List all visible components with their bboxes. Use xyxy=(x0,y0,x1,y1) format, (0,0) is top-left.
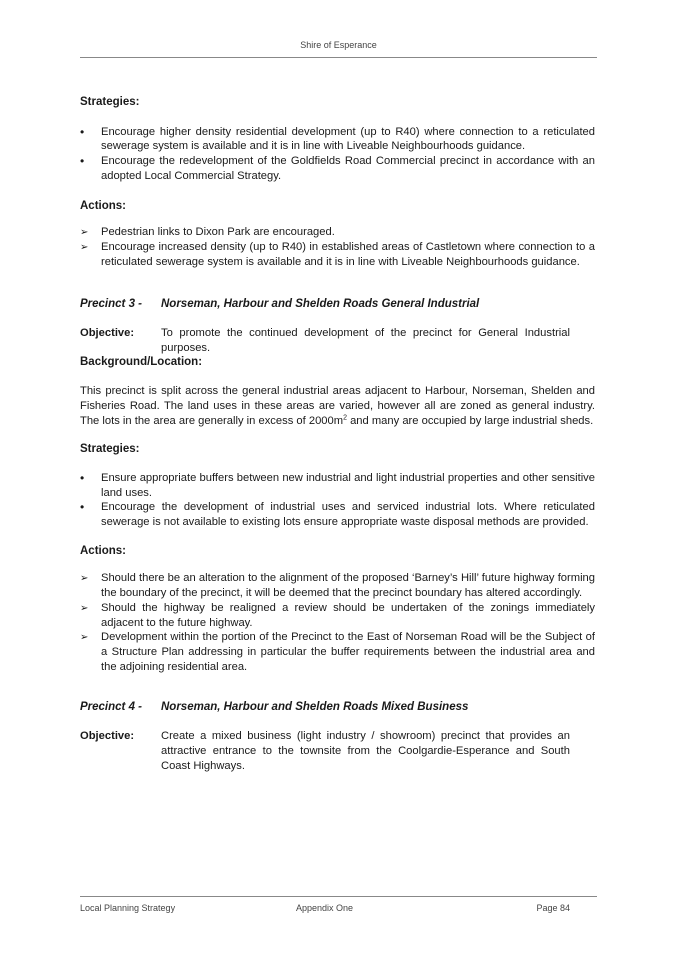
bullet-icon xyxy=(80,154,94,170)
list-item: ➢ Pedestrian links to Dixon Park are encouraged. xyxy=(80,225,595,240)
document-body xyxy=(80,95,595,773)
arrow-bullet-icon xyxy=(80,240,94,256)
footer-rule xyxy=(80,896,597,897)
page-header: Shire of Esperance xyxy=(300,40,377,50)
actions-list xyxy=(80,571,595,674)
objective-text: To promote the continued development of the precinct for General Industrial purposes. xyxy=(161,327,570,354)
actions-list xyxy=(80,225,595,269)
precinct-3-title xyxy=(80,297,595,312)
list-item: • Encourage the development of industrial uses and serviced industrial lots. Where reticulated sewerage is not available to existing lots ensure appropriate waste disposal methods are provided. xyxy=(80,500,595,529)
precinct-number: Precinct 3 - xyxy=(80,298,142,311)
page-number: Page 84 xyxy=(536,903,570,913)
footer-document-title: Local Planning Strategy xyxy=(80,903,176,913)
background-paragraph: This precinct is split across the general industrial areas adjacent to Harbour, Norseman, Shelden and Fisheries Road. The land uses in these areas are varied, however all are zoned as general industry. The lots in the area are generally in excess of $2000m^2$ and many are occupied by large industrial sheds. xyxy=(80,385,595,427)
precinct-3-objective xyxy=(80,326,595,355)
list-item: ➢ Should there be an alteration to the alignment of the proposed ‘Barney’s Hill’ future highway forming the boundary of the precinct, it will be deemed that the precinct boundary has altered accordingly. xyxy=(80,571,595,600)
list-item: • Ensure appropriate buffers between new industrial and light industrial properties and other sensitive land uses. xyxy=(80,471,595,500)
page-footer xyxy=(80,903,570,917)
strategies-heading: Strategies: xyxy=(80,96,140,108)
strategies-list xyxy=(80,471,595,530)
list-item: • Encourage higher density residential development (up to R40) where connection to a reticulated sewerage system is available and it is in line with Liveable Neighbourhoods guidance. xyxy=(80,125,595,154)
actions-heading: Actions: xyxy=(80,544,126,557)
arrow-bullet-icon xyxy=(80,225,94,241)
bullet-icon xyxy=(80,500,94,516)
strategies-heading: Strategies: xyxy=(80,443,140,456)
bullet-icon xyxy=(80,471,94,487)
arrow-bullet-icon xyxy=(80,571,94,587)
footer-appendix: Appendix One xyxy=(296,903,354,913)
precinct-name: Norseman, Harbour and Shelden Roads Mixed Business xyxy=(161,701,469,714)
precinct-4-objective xyxy=(80,729,595,773)
list-item: ➢ Should the highway be realigned a review should be undertaken of the zonings immediately adjacent to the future highway. xyxy=(80,601,595,630)
precinct-number: Precinct 4 - xyxy=(80,701,142,714)
arrow-bullet-icon xyxy=(80,630,94,646)
arrow-bullet-icon xyxy=(80,601,94,617)
actions-heading: Actions: xyxy=(80,199,126,212)
list-item: ➢ Encourage increased density (up to R40) in established areas of Castletown where connection to a reticulated sewerage system is available and it is in line with Liveable Neighbourhoods guidance. xyxy=(80,240,595,269)
objective-text: Create a mixed business (light industry / showroom) precinct that provides an attractive entrance to the townsite from the Coolgardie-Esperance and South Coast Highways. xyxy=(161,730,570,772)
bullet-icon xyxy=(80,125,94,141)
strategies-list xyxy=(80,125,595,184)
precinct-4-title xyxy=(80,700,595,715)
background-heading: Background/Location: xyxy=(80,356,203,369)
header-rule xyxy=(80,57,597,58)
list-item: ➢ Development within the portion of the Precinct to the East of Norseman Road will be the Subject of a Structure Plan addressing in particular the buffer requirements between the industrial area and the adjoining residential area. xyxy=(80,630,595,674)
list-item: • Encourage the redevelopment of the Goldfields Road Commercial precinct in accordance with an adopted Local Commercial Strategy. xyxy=(80,154,595,183)
objective-label: Objective: xyxy=(80,730,135,743)
precinct-name: Norseman, Harbour and Shelden Roads General Industrial xyxy=(161,298,480,311)
objective-label: Objective: xyxy=(80,327,135,340)
